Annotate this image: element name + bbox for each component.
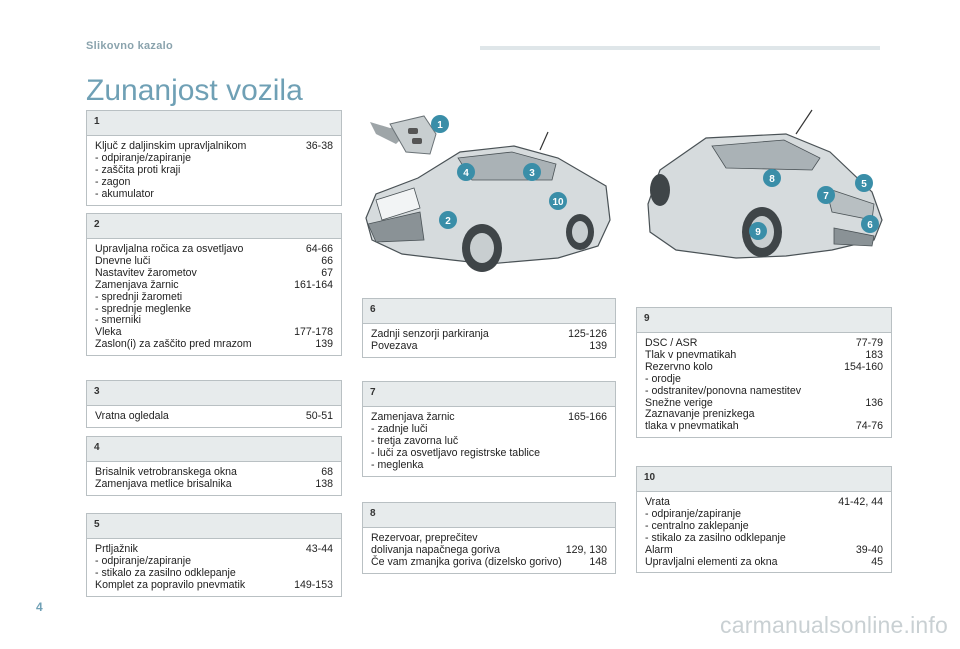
index-entry	[645, 557, 883, 569]
callout-badge-5	[855, 174, 873, 192]
box-header	[87, 214, 341, 239]
entry-pages: 77-79	[855, 337, 883, 349]
box-body	[363, 407, 615, 476]
svg-text:3: 3	[529, 168, 535, 179]
entry-label: Zamenjava žarnic	[95, 278, 179, 291]
entry-pages: 149-153	[294, 578, 333, 591]
box-number: 10	[644, 472, 656, 483]
sub-item: - sprednji žarometi	[95, 292, 333, 304]
index-entry	[645, 362, 883, 374]
box-body	[87, 406, 341, 427]
entry-pages: 183	[865, 348, 883, 361]
callout-badge-3	[523, 163, 541, 181]
watermark: carmanualsonline.info	[720, 612, 948, 638]
sub-item: - stikalo za zasilno odklepanje	[645, 533, 883, 545]
entry-pages: 39-40	[855, 543, 883, 556]
entry-pages: 36-38	[305, 140, 333, 152]
entry-label: Nastavitev žarometov	[95, 266, 197, 279]
svg-text:4: 4	[463, 168, 469, 179]
callout-badge-10	[549, 192, 567, 210]
entry-pages: 154-160	[844, 360, 883, 373]
entry-label: Tlak v pnevmatikah	[645, 348, 737, 361]
entry-pages: 43-44	[305, 543, 333, 555]
entry-pages: 139	[589, 339, 607, 352]
entry-label: Alarm	[645, 543, 673, 556]
index-entry	[95, 580, 333, 592]
svg-text:6: 6	[867, 220, 873, 231]
entry-pages: 138	[315, 477, 333, 490]
box-header	[87, 514, 341, 539]
box-body	[87, 462, 341, 495]
entry-label: Prtljažnik	[95, 543, 138, 555]
sub-item: - stikalo za zasilno odklepanje	[95, 568, 333, 580]
box-header	[363, 299, 615, 324]
page-title: Zunanjost vozila	[86, 74, 303, 107]
sub-item: - meglenka	[371, 460, 607, 472]
box-body	[637, 492, 891, 572]
sub-item: - smerniki	[95, 315, 333, 327]
entry-label: Zadnji senzorji parkiranja	[371, 328, 489, 340]
info-box-1	[86, 110, 342, 206]
svg-text:1: 1	[437, 120, 443, 131]
entry-pages: 41-42, 44	[838, 496, 883, 508]
box-header	[363, 382, 615, 407]
entry-label: Upravljalni elementi za okna	[645, 555, 778, 568]
entry-label: Vleka	[95, 326, 122, 339]
entry-pages: 177-178	[294, 326, 333, 339]
entry-label: Brisalnik vetrobranskega okna	[95, 466, 237, 478]
box-header	[363, 503, 615, 528]
info-box-10	[636, 466, 892, 573]
box-body	[87, 136, 341, 205]
entry-label: Ključ z daljinskim upravljalnikom	[95, 140, 247, 152]
sub-item: - akumulator	[95, 189, 333, 201]
index-entry	[645, 545, 883, 557]
box-number: 4	[94, 442, 100, 453]
info-box-9	[636, 307, 892, 438]
entry-label: Komplet za popravilo pnevmatik	[95, 578, 246, 591]
box-number: 2	[94, 219, 100, 230]
sub-item: - tretja zavorna luč	[371, 436, 607, 448]
entry-label: Zamenjava žarnic	[371, 411, 455, 423]
key-fob-icon	[370, 116, 436, 154]
callout-badge-2	[439, 211, 457, 229]
page-number: 4	[36, 600, 43, 614]
entry-label: Povezava	[371, 339, 418, 352]
entry-label: Zaslon(i) za zaščito pred mrazom	[95, 338, 252, 351]
entry-label: Zamenjava metlice brisalnika	[95, 477, 232, 490]
sub-item: - zagon	[95, 177, 333, 189]
box-body	[87, 539, 341, 596]
box-number: 6	[370, 304, 376, 315]
index-entry	[95, 411, 333, 423]
sub-item: - odpiranje/zapiranje	[95, 556, 333, 568]
index-entry	[645, 421, 883, 433]
box-number: 7	[370, 387, 376, 398]
box-body	[637, 333, 891, 437]
entry-label: Snežne verige	[645, 396, 713, 409]
entry-pages: 66	[321, 254, 333, 267]
section-label: Slikovno kazalo	[86, 40, 174, 52]
svg-text:5: 5	[861, 179, 867, 190]
box-header	[637, 308, 891, 333]
info-box-2	[86, 213, 342, 356]
entry-pages: 68	[321, 466, 333, 478]
sub-item: - orodje	[645, 374, 883, 386]
entry-label: Zaznavanje prenizkega	[645, 408, 755, 421]
sub-item: - odstranitev/ponovna namestitev	[645, 386, 883, 398]
index-entry	[95, 479, 333, 491]
car-rear-illustration	[636, 108, 890, 288]
info-box-4	[86, 436, 342, 496]
sub-item: - odpiranje/zapiranje	[95, 153, 333, 165]
entry-pages: 50-51	[305, 410, 333, 422]
box-header	[87, 437, 341, 462]
info-box-5	[86, 513, 342, 597]
sub-item: - zadnje luči	[371, 424, 607, 436]
info-box-7	[362, 381, 616, 477]
sub-item: - odpiranje/zapiranje	[645, 509, 883, 521]
callout-badge-4	[457, 163, 475, 181]
index-entry	[95, 268, 333, 280]
entry-pages: 161-164	[294, 278, 333, 291]
entry-label: Rezervno kolo	[645, 360, 713, 373]
entry-pages: 125-126	[568, 328, 607, 340]
index-entry	[371, 341, 607, 353]
sub-item: - sprednje meglenke	[95, 304, 333, 316]
sub-item: - centralno zaklepanje	[645, 521, 883, 533]
box-body	[87, 239, 341, 355]
callout-badge-6	[861, 215, 879, 233]
entry-pages: 136	[865, 396, 883, 409]
entry-label: tlaka v pnevmatikah	[645, 420, 739, 433]
box-number: 5	[94, 519, 100, 530]
box-header	[87, 381, 341, 406]
entry-label: Vrata	[645, 496, 670, 508]
entry-label: dolivanja napačnega goriva	[371, 543, 500, 556]
entry-pages: 129, 130	[565, 543, 607, 556]
callout-badge-7	[817, 186, 835, 204]
box-header	[637, 467, 891, 492]
entry-label: Rezervoar, preprečitev	[371, 532, 478, 544]
sub-item: - zaščita proti kraji	[95, 165, 333, 177]
entry-label: Če vam zmanjka goriva (dizelsko gorivo)	[371, 555, 562, 568]
svg-text:10: 10	[552, 197, 564, 208]
sub-item: - luči za osvetljavo registrske tablice	[371, 448, 607, 460]
entry-pages: 165-166	[568, 411, 607, 423]
info-box-3	[86, 380, 342, 428]
entry-pages: 139	[315, 338, 333, 351]
info-box-6	[362, 298, 616, 358]
entry-label: Upravljalna ročica za osvetljavo	[95, 243, 244, 255]
box-number: 8	[370, 508, 376, 519]
box-header	[87, 111, 341, 136]
entry-pages: 74-76	[855, 420, 883, 433]
entry-pages: 148	[589, 555, 607, 568]
svg-text:2: 2	[445, 216, 451, 227]
callout-badge-1	[431, 115, 449, 133]
box-body	[363, 528, 615, 573]
svg-text:7: 7	[823, 191, 829, 202]
entry-label: Vratna ogledala	[95, 410, 169, 422]
svg-text:9: 9	[755, 227, 761, 238]
car-front-illustration	[362, 108, 614, 288]
entry-pages: 67	[321, 266, 333, 279]
callout-badge-8	[763, 169, 781, 187]
callout-badge-9	[749, 222, 767, 240]
entry-pages: 64-66	[305, 243, 333, 255]
box-number: 1	[94, 116, 100, 127]
entry-label: DSC / ASR	[645, 337, 698, 349]
index-entry	[95, 339, 333, 351]
svg-text:8: 8	[769, 174, 775, 185]
box-number: 3	[94, 386, 100, 397]
info-box-8	[362, 502, 616, 574]
index-entry	[95, 280, 333, 292]
entry-pages: 45	[871, 555, 883, 568]
box-number: 9	[644, 313, 650, 324]
index-entry	[371, 557, 607, 569]
entry-label: Dnevne luči	[95, 254, 151, 267]
header-rule	[480, 46, 880, 50]
box-body	[363, 324, 615, 357]
